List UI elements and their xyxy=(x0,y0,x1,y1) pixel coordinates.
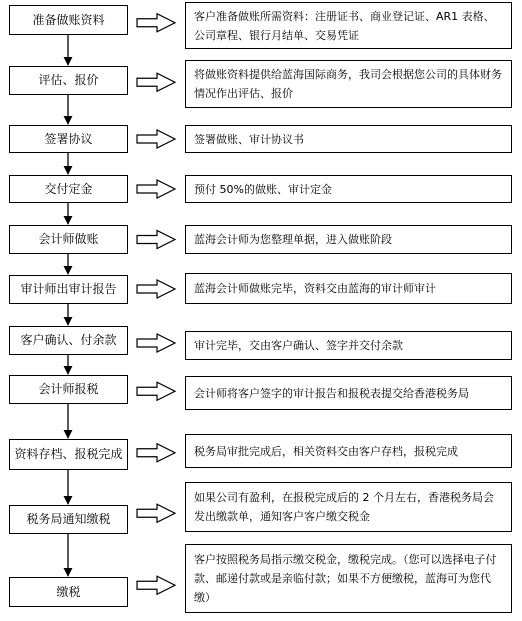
flow-side-arrows xyxy=(137,14,175,595)
desc-text-sign-agreement: 签署做账、审计协议书 xyxy=(194,132,304,146)
desc-text-tax-notice: 如果公司有盈利，在报税完成后的 2 个月左右，香港税务局会发出缴款单，通知客户客户缴交税金 xyxy=(194,491,494,523)
desc-box-client-confirm xyxy=(185,331,512,360)
block-arrow-icon xyxy=(137,231,175,249)
desc-text-archive-complete: 税务局审批完成后，相关资料交由客户存档，报税完成 xyxy=(194,444,458,458)
block-arrow-icon xyxy=(137,73,175,91)
block-arrow-icon xyxy=(137,280,175,298)
step-box-sign-agreement: 签署协议 xyxy=(9,125,128,153)
desc-box-tax-filing xyxy=(185,376,512,410)
desc-text-client-confirm: 审计完毕，交由客户确认、签字并交付余款 xyxy=(194,339,403,352)
block-arrow-icon xyxy=(137,130,175,148)
block-arrow-icon xyxy=(137,504,175,522)
desc-box-accountant-bookkeeping xyxy=(185,225,512,254)
block-arrow-icon xyxy=(137,576,175,594)
block-arrow-icon xyxy=(137,334,175,352)
desc-text-audit-report: 蓝海会计师做账完毕，资料交由蓝海的审计师审计 xyxy=(194,282,436,295)
desc-box-tax-notice xyxy=(185,482,512,532)
step-box-archive-complete: 资料存档、报税完成 xyxy=(9,439,128,470)
step-box-pay-tax: 缴税 xyxy=(9,577,128,607)
desc-box-archive-complete xyxy=(185,434,512,468)
desc-box-pay-deposit xyxy=(185,175,512,203)
block-arrow-icon xyxy=(137,180,175,198)
step-box-evaluate-quote: 评估、报价 xyxy=(9,66,128,95)
desc-text-prepare-documents: 客户准备做账所需资料：注册证书、商业登记证、AR1 表格、公司章程、银行月结单、交易凭证 xyxy=(194,9,495,42)
block-arrow-icon xyxy=(137,382,175,400)
block-arrow-icon xyxy=(137,444,175,462)
desc-text-pay-tax: 客户按照税务局指示缴交税金，缴税完成。（您可以选择电子付款、邮递付款或是亲临付款；如果不方便缴税，蓝海可为您代缴） xyxy=(194,553,497,604)
step-box-prepare-documents: 准备做账资料 xyxy=(9,5,128,35)
desc-box-sign-agreement xyxy=(185,125,512,153)
desc-text-accountant-bookkeeping: 蓝海会计师为您整理单据，进入做账阶段 xyxy=(194,233,392,246)
desc-box-audit-report xyxy=(185,273,512,304)
desc-box-prepare-documents xyxy=(185,2,512,49)
step-box-accountant-bookkeeping: 会计师做账 xyxy=(9,225,128,254)
desc-box-evaluate-quote xyxy=(185,60,512,108)
step-box-client-confirm: 客户确认、付余款 xyxy=(9,326,128,355)
step-box-tax-filing: 会计师报税 xyxy=(9,375,128,404)
desc-text-tax-filing: 会计师将客户签字的审计报告和报税表提交给香港税务局 xyxy=(194,386,469,400)
desc-text-evaluate-quote: 将做账资料提供给蓝海国际商务，我司会根据您公司的具体财务情况作出评估、报价 xyxy=(194,68,502,100)
desc-text-pay-deposit: 预付 50%的做账、审计定金 xyxy=(194,182,332,196)
block-arrow-icon xyxy=(137,14,175,32)
desc-box-pay-tax xyxy=(185,544,512,613)
step-box-pay-deposit: 交付定金 xyxy=(9,175,128,203)
step-box-tax-notice: 税务局通知缴税 xyxy=(9,505,128,534)
step-box-audit-report: 审计师出审计报告 xyxy=(9,275,128,304)
